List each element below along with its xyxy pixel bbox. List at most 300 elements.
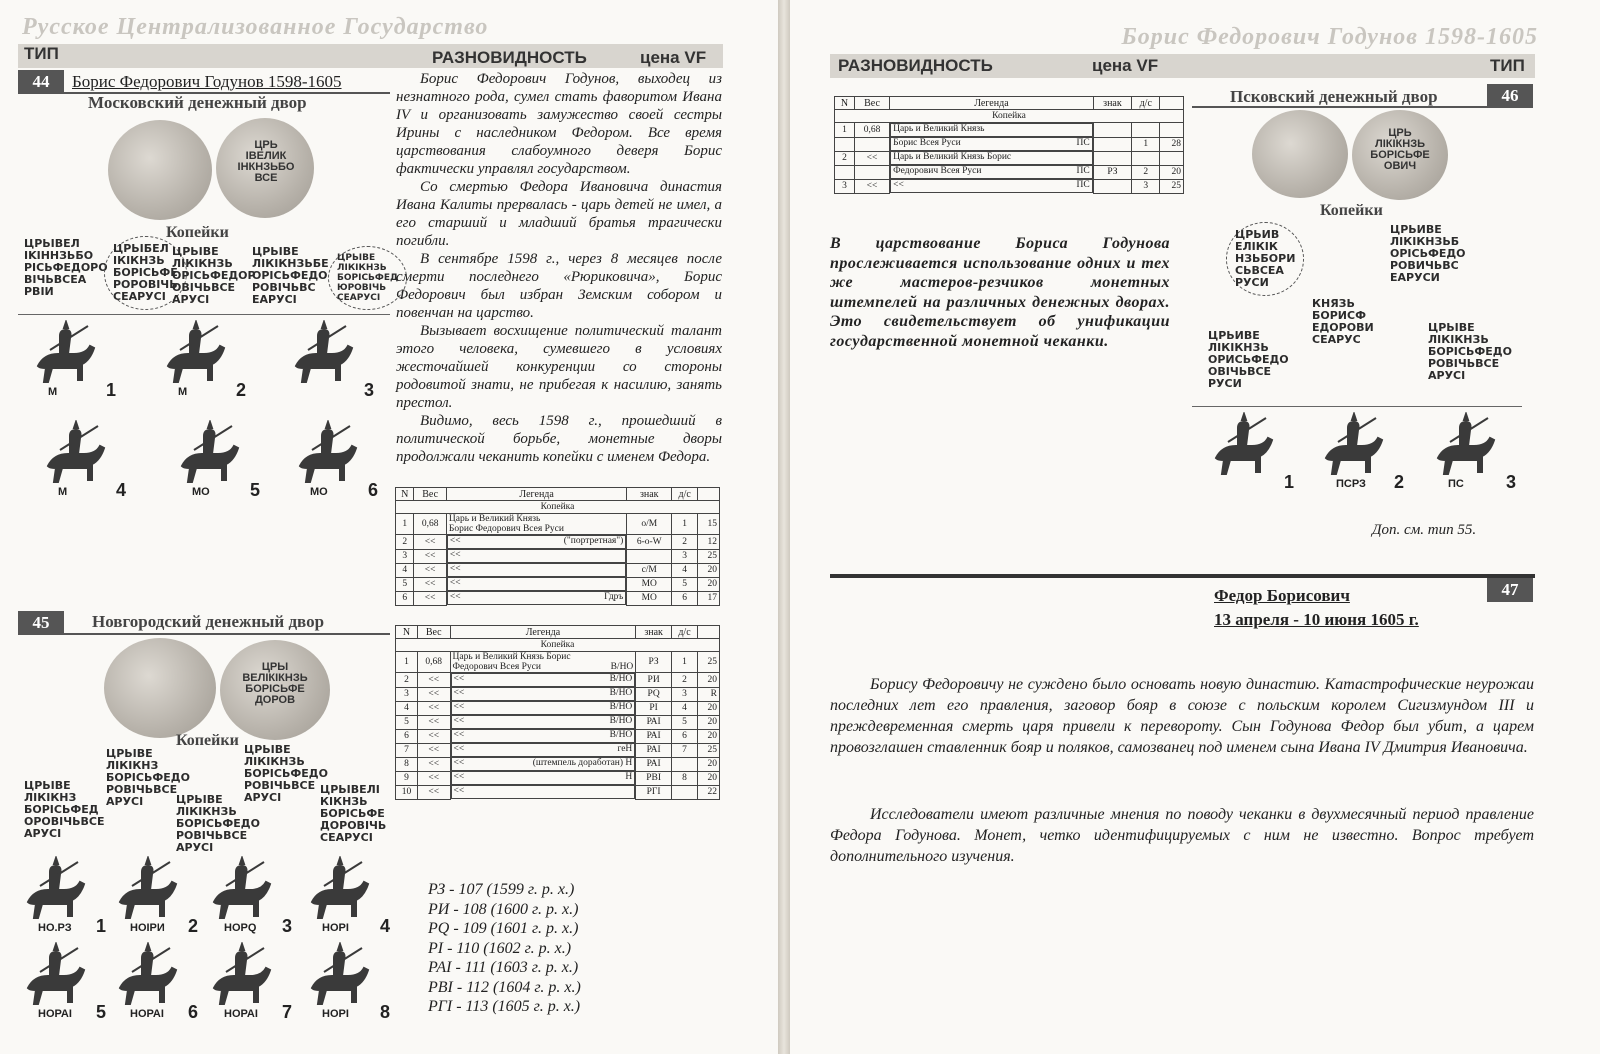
variety-column-label: РАЗНОВИДНОСТЬ xyxy=(432,48,587,67)
price-cell: 25 xyxy=(698,652,720,673)
rider-drawing xyxy=(1430,412,1517,492)
column-header: д/с xyxy=(671,626,697,639)
weight-cell: << xyxy=(414,535,447,550)
table-header-row xyxy=(396,488,720,501)
price-column-label: цена VF xyxy=(1092,56,1159,75)
table-row xyxy=(396,715,720,729)
drawing-ref-cell: 3 xyxy=(1132,179,1160,193)
column-header: знак xyxy=(636,626,672,639)
legend-cell xyxy=(451,785,636,799)
coin-legend: ЦРЬ ЛIКIКНЗЬ БОРIСЬФЕ ОВИЧ xyxy=(1370,127,1430,172)
weight-cell: << xyxy=(854,179,889,193)
drawing-ref-cell: 2 xyxy=(671,673,697,688)
legend-drawing: ЦРЬIВЕ ЛIКIКНЗ БОРIСЬФЕД ОРОВIЧЬВСЕ АРУСI xyxy=(24,779,105,840)
mint-mark-label: НОРI xyxy=(322,1008,349,1020)
legend-drawing: ЦРЬIВЕ ЛIКIКНЗЬ ОРIСЬФЕДОР ОВIЧЬВСЕ АРУСI xyxy=(172,245,256,306)
legend-line: Царь и Великий Князь Борис xyxy=(452,652,571,662)
rider-drawing xyxy=(304,856,391,936)
type-column-label: ТИП xyxy=(1490,56,1525,75)
rider-drawing xyxy=(304,942,391,1022)
price-cell: 25 xyxy=(698,549,720,563)
weight-cell: << xyxy=(417,743,450,757)
table-caption-row xyxy=(396,501,720,514)
column-header: N xyxy=(396,626,418,639)
weight-cell: << xyxy=(414,591,447,605)
legend-drawing: ЦРЬИВЕ ЛIКIКНЗЬ ОРИСЬФЕДО ОВIЧЬВСЕ РУСИ xyxy=(1208,329,1289,390)
ruler-name: Федор Борисович xyxy=(1214,586,1350,605)
legend-cell xyxy=(447,549,626,563)
mint-mark: ПС xyxy=(1076,180,1090,190)
drawing-ref-cell: 4 xyxy=(672,563,698,577)
mint-mark-label: М xyxy=(48,386,58,398)
legend-drawing: ЦРЬИВЕ ЛIКIКНЗЬБ ОРIСЬФЕДО РОВИЧЬВС ЕАРУСИ xyxy=(1390,223,1466,284)
legend-text: << xyxy=(453,786,465,796)
drawing-ref-cell: 8 xyxy=(671,771,697,785)
row-number xyxy=(835,165,855,179)
legend-line: << xyxy=(449,564,461,574)
legend-drawing: ЦРЬIВЕЛI КIКНЗЬ БОРIСЬФЕ ДОРОВIЧЬ СЕАРУСI xyxy=(320,783,387,844)
research-paragraph: Исследователи имеют различные мнения по поводу чеканки в двухмесячный период правление Федора Годунова. Монет, четко идентифицируемых с ним не известно. Вопрос требует дополнительного изучения. xyxy=(830,806,1534,865)
mark-cell: с/М xyxy=(627,563,672,577)
mark-cell: 6-о-W xyxy=(627,535,672,550)
rider-drawing xyxy=(174,420,261,500)
mint-mark: (штемпель доработан) Н xyxy=(532,758,633,768)
rider-icon xyxy=(288,320,358,392)
legend-line: Царь и Великий Князь xyxy=(448,514,541,524)
weight-cell xyxy=(854,165,889,179)
rider-icon xyxy=(206,942,276,1014)
row-number: 5 xyxy=(396,577,414,591)
variety-column-label: РАЗНОВИДНОСТЬ xyxy=(838,56,993,75)
mint-mark: В/НО xyxy=(609,716,633,726)
mark-cell xyxy=(627,549,672,563)
price-cell: 17 xyxy=(698,591,720,605)
drawing-ref-cell xyxy=(1132,151,1160,165)
type-number-badge: 46 xyxy=(1487,84,1533,108)
mark-cell: РЗ xyxy=(1093,165,1131,179)
weight-cell: << xyxy=(414,549,447,563)
column-header: Легенда xyxy=(446,488,626,501)
column-header: Вес xyxy=(854,97,889,110)
book-gutter xyxy=(778,0,790,1054)
rider-icon xyxy=(20,942,90,1014)
rider-icon xyxy=(1430,412,1500,484)
row-number: 3 xyxy=(396,687,418,701)
drawing-number: 2 xyxy=(188,916,199,936)
drawing-number: 8 xyxy=(380,1002,391,1022)
mint-mark-label: ПСРЗ xyxy=(1336,478,1366,490)
legend-text: << xyxy=(453,758,465,768)
drawing-number: 7 xyxy=(282,1002,293,1022)
table-row xyxy=(396,591,720,605)
table-row xyxy=(396,701,720,715)
drawing-number: 1 xyxy=(1284,472,1295,492)
weight-cell: << xyxy=(417,771,450,785)
legend-drawing: ЦРЬIВЕ ЛIКIКНЗЬ БОРIСЬФЕДО РОВIЧЬВСЕ АРУСI xyxy=(244,743,328,804)
legend-line: << xyxy=(449,536,461,546)
price-cell: 20 xyxy=(698,701,720,715)
legend-text: << xyxy=(453,772,465,782)
mint-label: Московский денежный двор xyxy=(88,93,307,112)
table-caption-row xyxy=(835,110,1184,123)
drawing-number: 5 xyxy=(250,480,261,500)
drawing-number: 3 xyxy=(1506,472,1517,492)
table-row xyxy=(396,652,720,673)
table-row xyxy=(396,514,720,535)
drawing-ref-cell xyxy=(671,757,697,771)
table-row xyxy=(396,729,720,743)
column-header: д/с xyxy=(1132,97,1160,110)
legend-cell xyxy=(890,137,1093,151)
legend-cell xyxy=(451,701,636,715)
drawing-ref-cell: 1 xyxy=(1132,137,1160,151)
drawing-ref-cell: 7 xyxy=(671,743,697,757)
price-cell: 15 xyxy=(698,514,720,535)
mint-mark: В/НО xyxy=(610,662,634,672)
rider-icon xyxy=(20,856,90,928)
mark-cell: МО xyxy=(627,591,672,605)
mark-cell: о/М xyxy=(627,514,672,535)
weight-cell: << xyxy=(417,673,450,688)
table-row xyxy=(835,123,1184,138)
drawing-ref-cell: 1 xyxy=(672,514,698,535)
mint-mark-label: НОРАI xyxy=(130,1008,164,1020)
row-number: 2 xyxy=(396,673,418,688)
legend-line: ("портретная") xyxy=(563,536,624,546)
weight-cell: << xyxy=(417,701,450,715)
mark-cell: РАI xyxy=(636,743,672,757)
rider-drawing xyxy=(288,320,375,400)
mark-cell xyxy=(1093,123,1131,138)
variety-table-46 xyxy=(834,96,1184,194)
legend-drawing: ЦРЬIВЕ ЛIКIКНЗЬ БОРIСЬФЕДО РОВIЧЬВСЕ АРУСI xyxy=(176,793,260,854)
table-header-row xyxy=(396,626,720,639)
paragraph: Борис Федорович Годунов, выходец из незнатного рода, сумел стать фаворитом Ивана IV и организовать замужество своей сестры Ирины с наследником Федором. Все время царствования слабоумного деверя Борис фактически управлял государством. xyxy=(396,71,722,177)
type-number-badge: 47 xyxy=(1487,578,1533,602)
mark-cell: РГI xyxy=(636,785,672,799)
table-header-row xyxy=(835,97,1184,110)
price-cell: 25 xyxy=(1160,179,1184,193)
divider xyxy=(18,314,390,315)
column-header xyxy=(698,488,720,501)
mark-cell: РАI xyxy=(636,715,672,729)
legend-line: << xyxy=(449,578,461,588)
weight-cell: << xyxy=(417,785,450,799)
table-row xyxy=(396,535,720,550)
weight-cell: 0,68 xyxy=(854,123,889,138)
legend-cell xyxy=(451,673,636,687)
price-cell: 12 xyxy=(698,535,720,550)
legend-text: Борис Всея Руси xyxy=(893,138,961,148)
drawing-number: 3 xyxy=(364,380,375,400)
row-number: 1 xyxy=(835,123,855,138)
drawing-number: 2 xyxy=(236,380,247,400)
price-cell: 25 xyxy=(698,743,720,757)
drawing-ref-cell xyxy=(1132,123,1160,138)
variety-table-44 xyxy=(395,487,720,606)
rider-drawing xyxy=(1208,412,1295,492)
coins-caption: Копейки xyxy=(166,224,229,241)
legend-drawing: ЦРЬIВЕ ЛIКIКНЗЬ БОРIСЬФЕДО РОВIЧЬВСЕ АРУСI xyxy=(1428,321,1512,382)
mark-cell xyxy=(1093,179,1131,193)
type-title: Борис Федорович Годунов 1598-1605 xyxy=(72,72,342,91)
legend-cell xyxy=(447,591,626,605)
rider-drawing xyxy=(292,420,379,500)
mint-mark-label: НОРАI xyxy=(224,1008,258,1020)
mint-year-list xyxy=(428,880,581,1017)
right-page xyxy=(790,0,1600,1054)
section-rule xyxy=(830,574,1535,578)
drawing-ref-cell: 5 xyxy=(671,715,697,729)
rider-icon xyxy=(174,420,244,492)
rider-icon xyxy=(112,942,182,1014)
legend-line: Гдръ xyxy=(604,592,624,602)
mint-mark: В/НО xyxy=(609,702,633,712)
column-header: N xyxy=(835,97,855,110)
table-row xyxy=(396,743,720,757)
legend-cell xyxy=(890,123,1093,137)
legend-text: Царь и Великий Князь Борис xyxy=(893,152,1012,162)
rider-icon xyxy=(1318,412,1388,484)
mint-mark-label: МО xyxy=(192,486,210,498)
mint-year-entry: РВI - 112 (1604 г. р. х.) xyxy=(428,978,581,996)
price-cell xyxy=(1160,123,1184,138)
price-cell: 20 xyxy=(698,577,720,591)
legend-drawing: ЦРЬIВЕ ЛIКIКНЗЬБЕ ОРIСЬФЕДО РОВIЧЬВС ЕАРУСI xyxy=(252,245,329,306)
mint-mark-label: НОРQ xyxy=(224,922,257,934)
rider-drawing xyxy=(1318,412,1405,492)
weight-cell: 0,68 xyxy=(414,514,447,535)
legend-cell xyxy=(450,652,636,673)
legend-line xyxy=(453,662,634,672)
legend-drawing: ЦРЬIВЕ ЛIКIКНЗЬ БОРIСЬФЕД ЮРОВIЧЬ СЕАРУСI xyxy=(328,246,407,310)
mint-mark-label: НОРАI xyxy=(38,1008,72,1020)
column-header: Легенда xyxy=(890,97,1094,110)
row-number: 7 xyxy=(396,743,418,757)
drawing-number: 1 xyxy=(106,380,117,400)
drawing-ref-cell: 5 xyxy=(672,577,698,591)
mark-cell: РI xyxy=(636,701,672,715)
row-number: 2 xyxy=(396,535,414,550)
drawing-ref-cell: 3 xyxy=(671,687,697,701)
legend-text: << xyxy=(453,730,465,740)
legend-drawing: ЦРЬIВЕ ЛIКIКНЗ БОРIСЬФЕДО РОВIЧЬВСЕ АРУСI xyxy=(106,747,190,808)
mint-mark: Н xyxy=(625,772,633,782)
column-header: знак xyxy=(1093,97,1131,110)
legend-cell xyxy=(451,687,636,701)
legend-cell xyxy=(890,165,1093,179)
mint-year-entry: РЗ - 107 (1599 г. р. х.) xyxy=(428,881,575,898)
type-column-label: ТИП xyxy=(24,44,59,63)
column-header: д/с xyxy=(672,488,698,501)
coin-legend: ЦРЬI ВЕЛIКIКНЗЬ БОРIСЬФЕ ДОРОВ xyxy=(242,661,308,706)
row-number: 9 xyxy=(396,771,418,785)
table-caption: Копейка xyxy=(835,110,1184,123)
table-row xyxy=(396,785,720,799)
drawing-ref-cell: 2 xyxy=(1132,165,1160,179)
mark-cell: РЗ xyxy=(636,652,672,673)
reign-dates: 13 апреля - 10 июня 1605 г. xyxy=(1214,610,1419,629)
rider-drawing xyxy=(112,856,199,936)
coin-obverse-image xyxy=(1252,110,1348,198)
mint-label: Псковский денежный двор xyxy=(1230,87,1438,106)
price-cell: 22 xyxy=(698,785,720,799)
mint-mark-label: М xyxy=(58,486,68,498)
column-header: Легенда xyxy=(450,626,636,639)
legend-drawing: ЦРЬIБЕЛ IКIКНЗЬ БОРIСЬФЕ РОРОВIЧЬ СЕАРУСI xyxy=(104,236,187,310)
rider-drawing xyxy=(20,856,107,936)
table-row xyxy=(835,137,1184,151)
legend-text: Царь и Великий Князь xyxy=(893,124,985,134)
coins-caption: Копейки xyxy=(1320,202,1383,219)
mark-cell: РQ xyxy=(636,687,672,701)
mark-cell: МО xyxy=(627,577,672,591)
coin-reverse-image xyxy=(220,640,330,740)
rider-drawing xyxy=(30,320,117,400)
coin-reverse-image xyxy=(216,118,314,218)
table-row xyxy=(835,151,1184,165)
mint-year-entry: РГI - 113 (1605 г. р. х.) xyxy=(428,998,581,1015)
legend-line: << xyxy=(449,592,461,602)
legend-text: Федорович Всея Руси xyxy=(452,662,541,672)
legend-drawing: КНЯЗЬ БОРИСФ ЕДОРОВИ СЕАРУС xyxy=(1312,297,1374,346)
table-row xyxy=(835,165,1184,179)
column-header: Вес xyxy=(414,488,447,501)
price-cell: R xyxy=(698,687,720,701)
legend-cell xyxy=(451,729,636,743)
drawing-number: 6 xyxy=(368,480,379,500)
row-number xyxy=(835,137,855,151)
mark-cell xyxy=(1093,137,1131,151)
legend-cell xyxy=(451,743,636,757)
weight-cell: << xyxy=(417,757,450,771)
rider-icon xyxy=(1208,412,1278,484)
mint-year-entry: РI - 110 (1602 г. р. х.) xyxy=(428,939,572,957)
row-number: 1 xyxy=(396,514,414,535)
drawing-number: 6 xyxy=(188,1002,199,1022)
weight-cell: << xyxy=(854,151,889,165)
legend-cell xyxy=(890,179,1093,193)
rider-drawing xyxy=(206,942,293,1022)
rider-icon xyxy=(304,942,374,1014)
legend-text: Федорович Всея Руси xyxy=(893,166,982,176)
rider-icon xyxy=(292,420,362,492)
drawing-ref-cell: 4 xyxy=(671,701,697,715)
mint-mark-label: ПС xyxy=(1448,478,1464,490)
mark-cell: РВI xyxy=(636,771,672,785)
see-also-note: Доп. см. тип 55. xyxy=(1372,522,1477,538)
legend-cell xyxy=(451,757,636,771)
mint-mark-label: МО xyxy=(310,486,328,498)
mint-year-entry: РАI - 111 (1603 г. р. х.) xyxy=(428,959,579,976)
price-cell: 20 xyxy=(698,563,720,577)
mark-cell: РИ xyxy=(636,673,672,688)
drawing-number: 5 xyxy=(96,1002,107,1022)
row-number: 8 xyxy=(396,757,418,771)
mint-mark: ПС xyxy=(1076,138,1090,148)
rider-drawing xyxy=(20,942,107,1022)
column-header xyxy=(1160,97,1184,110)
legend-cell xyxy=(451,715,636,729)
row-number: 10 xyxy=(396,785,418,799)
weight-cell: << xyxy=(417,729,450,743)
weight-cell: << xyxy=(417,715,450,729)
mint-year-entry: РИ - 108 (1600 г. р. х.) xyxy=(428,900,579,918)
price-cell: 20 xyxy=(698,729,720,743)
coin-legend: ЦРЬ IВЕЛИК IНКНЗЬБО ВСЕ xyxy=(237,139,295,184)
right-running-title: Борис Федорович Годунов 1598-1605 xyxy=(1121,24,1538,50)
paragraph: Видимо, весь 1598 г., прошедший в политической борьбе, монетные дворы продолжали чеканить копейки с именем Федора. xyxy=(396,413,722,465)
mint-mark-label: М xyxy=(178,386,188,398)
drawing-number: 1 xyxy=(96,916,107,936)
left-header-band xyxy=(18,44,723,68)
drawing-ref-cell: 6 xyxy=(672,591,698,605)
legend-cell xyxy=(447,535,626,549)
coin-reverse-image xyxy=(1352,110,1448,200)
legend-drawing: ЦРЬИВ ЕЛIКIК НЗЬБОРИ СЬВСЕА РУСИ xyxy=(1226,222,1304,296)
rider-icon xyxy=(30,320,100,392)
row-number: 1 xyxy=(396,652,418,673)
legend-line: Борис Федорович Всея Руси xyxy=(448,524,564,534)
price-cell: 20 xyxy=(698,715,720,729)
history-paragraph: Борису Федоровичу не суждено было основать новую династию. Катастрофические неурожаи последних лет его правления, заговор бояр в союзе с польским королем Сигизмундом III и преждевременная смерть царя привели к перевороту. Сын Годунова Федор был убит, а царем провозглашен ставленник бояр и поляков, самозванец под именем сына Ивана IV Дмитрия Ивановича. xyxy=(830,676,1534,756)
coin-obverse-image xyxy=(104,638,216,738)
mint-mark: В/НО xyxy=(609,730,633,740)
rider-icon xyxy=(160,320,230,392)
table-caption: Копейка xyxy=(396,639,720,652)
drawing-ref-cell xyxy=(671,785,697,799)
divider xyxy=(1192,406,1522,407)
paragraph: В сентябре 1598 г., через 8 месяцев после смерти последнего «Рюриковича», Борис Федорович был избран Земским собором и повенчан на царство. xyxy=(396,251,722,321)
row-number: 6 xyxy=(396,591,414,605)
rider-icon xyxy=(304,856,374,928)
mint-year-entry: РQ - 109 (1601 г. р. х.) xyxy=(428,920,579,937)
price-column-label: цена VF xyxy=(640,48,707,67)
column-header xyxy=(698,626,720,639)
legend-cell xyxy=(451,771,636,785)
price-cell: 20 xyxy=(698,771,720,785)
rider-drawing xyxy=(206,856,293,936)
legend-text: << xyxy=(453,674,465,684)
weight-cell: << xyxy=(414,563,447,577)
column-header: N xyxy=(396,488,414,501)
row-number: 4 xyxy=(396,701,418,715)
paragraph: Вызывает восхищение политический талант этого человека, сумевшего в условиях жесточайшей конкуренции со стороны родовитой знати, не прибегая к насилию, занять престол. xyxy=(396,323,722,411)
mint-mark: ПС xyxy=(1076,166,1090,176)
left-running-title: Русское Централизованное Государство xyxy=(22,14,489,40)
mint-mark-label: НОРI xyxy=(322,922,349,934)
mark-cell: РАI xyxy=(636,757,672,771)
legend-drawing: ЦРЬIВЕЛ IKIHHЗЬБО РIСЬФЕДОРО ВIЧЬВСЕА РВIИ xyxy=(24,237,108,298)
price-cell: 20 xyxy=(698,757,720,771)
rider-drawing xyxy=(112,942,199,1022)
coins-caption: Копейки xyxy=(176,732,239,749)
rider-icon xyxy=(206,856,276,928)
drawing-ref-cell: 1 xyxy=(671,652,697,673)
price-cell: 20 xyxy=(1160,165,1184,179)
weight-cell: << xyxy=(414,577,447,591)
legend-cell xyxy=(890,151,1093,165)
mint-mark-label: НОIРИ xyxy=(130,922,165,934)
mint-label: Новгородский денежный двор xyxy=(92,612,325,631)
row-number: 6 xyxy=(396,729,418,743)
price-cell xyxy=(1160,151,1184,165)
variety-table-45 xyxy=(395,625,720,800)
drawing-number: 3 xyxy=(282,916,293,936)
drawing-ref-cell: 2 xyxy=(672,535,698,550)
legend-cell xyxy=(447,577,626,591)
drawing-number: 4 xyxy=(380,916,391,936)
